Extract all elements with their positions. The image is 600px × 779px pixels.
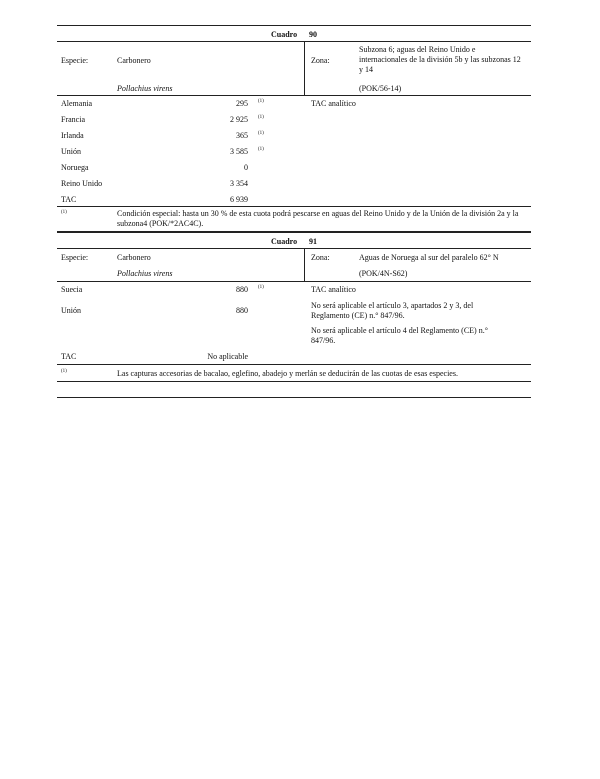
species-common-name: Carbonero [117,56,151,65]
footnote-marker: (1) [61,210,67,215]
footnote-marker: (1) [258,99,264,104]
table-bottom-rule [57,397,531,398]
table-row-country: Alemania [61,99,93,108]
table-row-value: 295 [236,99,248,108]
column-divider [304,41,305,95]
table-rule [57,364,531,365]
table-bottom-rule [57,231,531,233]
footnote-text: Las capturas accesorias de bacalao, eglefino, abadejo y merlán se deducirán de las cuotas de esas especies. [117,369,458,378]
zone-code: (POK/4N-S62) [359,269,408,278]
footnote-marker: (1) [258,131,264,136]
table-row-value: 0 [244,163,248,172]
species-label: Especie: [61,253,89,262]
zone-label: Zona: [311,253,330,262]
zone-label: Zona: [311,56,330,65]
zone-description: Aguas de Noruega al sur del paralelo 62° N [359,253,499,262]
table-row-value: 880 [236,285,248,294]
table-title-label: Cuadro [271,237,298,246]
table-row-value: 3 354 [230,179,248,188]
table-row-value: 880 [236,306,248,315]
table-header-rule [57,248,531,249]
table-row-value: 2 925 [230,115,248,124]
table-row-remark: TAC analítico [311,285,356,294]
table-rule [57,206,531,207]
zone-description: Subzona 6; aguas del Reino Unido e internacionales de la división 5b y las subzonas 12 y 14 [359,45,521,74]
table-row-country: Reino Unido [61,179,103,188]
table-header-rule [57,41,531,42]
table-title-number: 90 [309,30,317,39]
footnote-marker: (1) [258,285,264,290]
table-row-remark: No será aplicable el artículo 3, apartados 2 y 3, del Reglamento (CE) n.° 847/96. [311,301,474,320]
footnote-text: Condición especial: hasta un 30 % de esta cuota podrá pescarse en aguas del Reino Unido y de la Unión de la división 2a y la subzona4 (POK/*2AC4C). [117,209,519,228]
zone-code: (POK/56-14) [359,84,402,93]
table-rule [57,281,531,282]
table-row-country: Suecia [61,285,83,294]
footnote-marker: (1) [61,369,67,374]
table-top-rule [57,25,531,26]
table-row-value: 3 585 [230,147,248,156]
table-row-value: No aplicable [207,352,248,361]
species-common-name: Carbonero [117,253,151,262]
footnote-marker: (1) [258,115,264,120]
table-row-country: Noruega [61,163,89,172]
table-row-remark: TAC analítico [311,99,356,108]
species-label: Especie: [61,56,89,65]
table-row-country: TAC [61,195,77,204]
table-row-country: Francia [61,115,85,124]
table-row-country: TAC [61,352,77,361]
table-title-label: Cuadro [271,30,298,39]
table-row-country: Unión [61,306,81,315]
table-row-remark: No será aplicable el artículo 4 del Reglamento (CE) n.° 847/96. [311,326,488,345]
table-rule [57,381,531,382]
table-row-value: 6 939 [230,195,248,204]
table-row-country: Unión [61,147,81,156]
column-divider [304,248,305,281]
table-row-country: Irlanda [61,131,84,140]
species-latin-name: Pollachius virens [117,269,173,278]
footnote-marker: (1) [258,147,264,152]
table-title-number: 91 [309,237,317,246]
table-row-value: 365 [236,131,248,140]
table-rule [57,95,531,96]
species-latin-name: Pollachius virens [117,84,173,93]
